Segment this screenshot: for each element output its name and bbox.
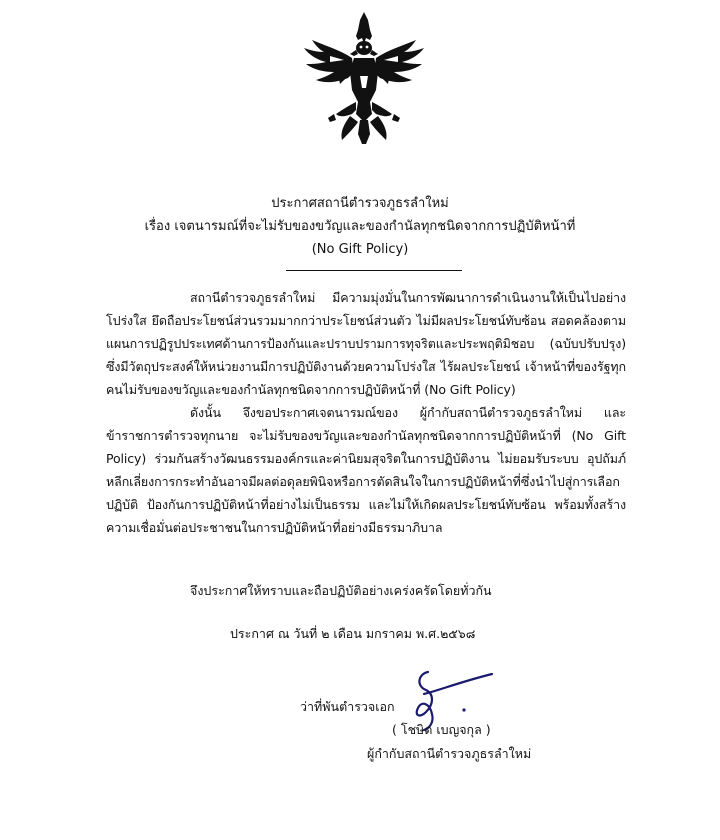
signatory-position: ผู้กำกับสถานีตำรวจภูธรลำใหม่ bbox=[367, 746, 532, 761]
closing-statement: จึงประกาศให้ทราบและถือปฏิบัติอย่างเคร่งครัดโดยทั่วกัน bbox=[190, 583, 492, 598]
announcement-policy: (No Gift Policy) bbox=[311, 242, 409, 257]
signatory-name: ( โชษิต เบญจกุล ) bbox=[392, 722, 491, 737]
announcement-subject: เรื่อง เจตนารมณ์ที่จะไม่รับของขวัญและของกำนัลทุกชนิดจากการปฏิบัติหน้าที่ bbox=[144, 219, 576, 234]
signatory-rank: ว่าที่พันตำรวจเอก bbox=[300, 699, 395, 714]
announcement-title: ประกาศสถานีตำรวจภูธรลำใหม่ bbox=[271, 196, 449, 211]
header-divider bbox=[286, 270, 462, 271]
announcement-body bbox=[106, 286, 626, 539]
garuda-emblem-icon bbox=[300, 10, 428, 150]
announcement-header bbox=[0, 192, 720, 261]
paragraph-1: สถานีตำรวจภูธรลำใหม่ มีความมุ่งมั่นในการพัฒนาการดำเนินงานให้เป็นไปอย่างโปร่งใส ยึดถือประโยชน์ส่วนรวมมากกว่าประโยชน์ส่วนตัว ไม่มีผลประโยชน์ทับซ้อน สอดคล้องตามแผนการปฏิรูปประเทศด้านการป้องกันและปราบปรามการทุจริตและประพฤติมิชอบ (ฉบับปรับปรุง) ซึ่งมีวัตถุประสงค์ให้หน่วยงานมีการปฏิบัติงานด้วยความโปร่งใส ไร้ผลประโยชน์ เจ้าหน้าที่ของรัฐทุกคนไม่รับของขวัญและของกำนัลทุกชนิดจากการปฏิบัติหน้าที่ (No Gift Policy) bbox=[106, 290, 626, 397]
announcement-date: ประกาศ ณ วันที่ ๒ เดือน มกราคม พ.ศ.๒๕๖๘ bbox=[230, 626, 476, 641]
paragraph-2: ดังนั้น จึงขอประกาศเจตนารมณ์ของ ผู้กำกับสถานีตำรวจภูธรลำใหม่ และข้าราชการตำรวจทุกนาย จะไม่รับของขวัญและของกำนัลทุกชนิดจากการปฏิบัติหน้าที่ (No Gift Policy) ร่วมกันสร้างวัฒนธรรมองค์กรและค่านิยมสุจริตในการปฏิบัติงาน ไม่ยอมรับระบบ อุปถัมภ์ หลีกเลี่ยงการกระทำอันอาจมีผลต่อดุลยพินิจหรือการตัดสินใจในการปฏิบัติหน้าที่ซึ่งนำไปสู่การเลือกปฏิบัติ ป้องกันการปฏิบัติหน้าที่อย่างไม่เป็นธรรม และไม่ให้เกิดผลประโยชน์ทับซ้อน พร้อมทั้งสร้างความเชื่อมั่นต่อประชาชนในการปฏิบัติหน้าที่อย่างมีธรรมาภิบาล bbox=[106, 405, 626, 535]
